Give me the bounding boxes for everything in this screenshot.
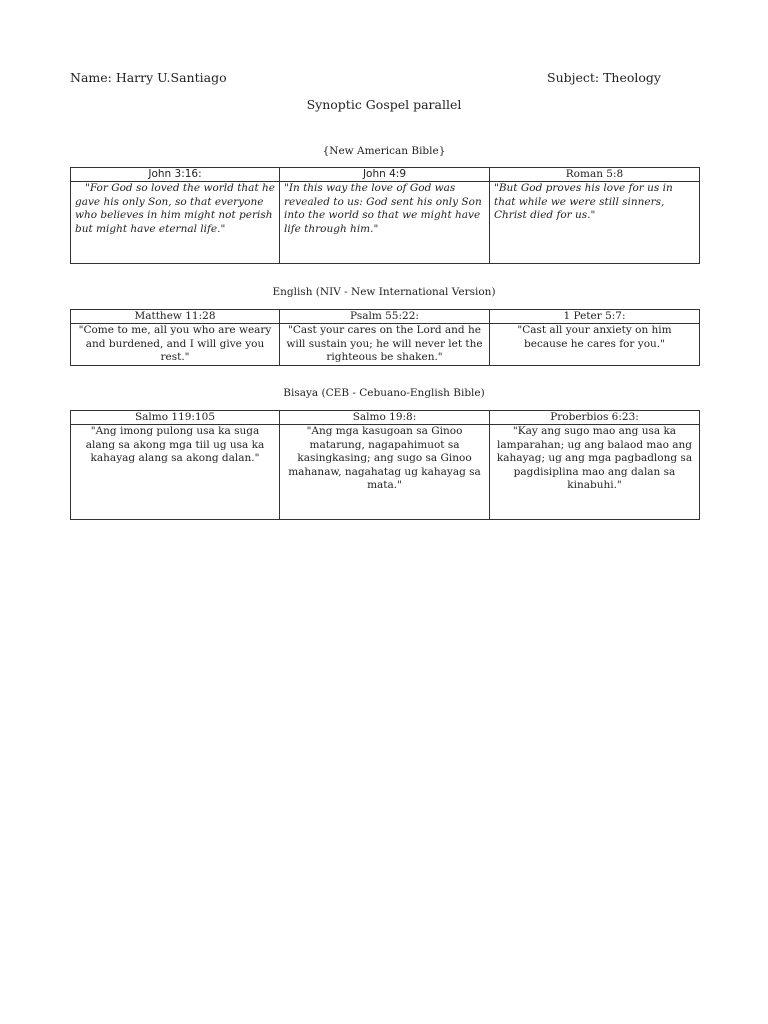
table-row bbox=[71, 182, 700, 264]
verse-table-ceb bbox=[70, 410, 700, 520]
verse-reference: John 3:16: bbox=[71, 168, 280, 182]
verse-text: "Kay ang sugo mao ang usa ka lamparahan; ug ang balaod mao ang kahayag; ug ang mga pagbadlong sa pagdisiplina mao ang dalan sa kinabuhi." bbox=[490, 425, 700, 520]
table-row bbox=[71, 324, 700, 366]
verse-text: "Cast your cares on the Lord and he will sustain you; he will never let the righteous be shaken." bbox=[280, 324, 490, 366]
table-row bbox=[71, 425, 700, 520]
verse-reference: 1 Peter 5:7: bbox=[490, 310, 700, 324]
table-header-row bbox=[71, 168, 700, 182]
table-header-row bbox=[71, 310, 700, 324]
verse-reference: Roman 5:8 bbox=[490, 168, 700, 182]
verse-text: "In this way the love of God was revealed to us: God sent his only Son into the world so that we might have life through him." bbox=[280, 182, 490, 264]
verse-reference: Matthew 11:28 bbox=[71, 310, 280, 324]
verse-reference: John 4:9 bbox=[280, 168, 490, 182]
verse-reference: Psalm 55:22: bbox=[280, 310, 490, 324]
verse-reference: Salmo 119:105 bbox=[71, 411, 280, 425]
subject-label: Subject: Theology bbox=[547, 70, 661, 85]
document-title: Synoptic Gospel parallel bbox=[306, 97, 462, 112]
verse-reference: Salmo 19:8: bbox=[280, 411, 490, 425]
section-heading-ceb: Bisaya (CEB - Cebuano-English Bible) bbox=[283, 387, 485, 399]
verse-text: "Come to me, all you who are weary and burdened, and I will give you rest." bbox=[71, 324, 280, 366]
section-heading-nab: {New American Bible} bbox=[322, 145, 446, 157]
verse-text: "Cast all your anxiety on him because he cares for you." bbox=[490, 324, 700, 366]
verse-reference: Proberbios 6:23: bbox=[490, 411, 700, 425]
verse-text: "Ang imong pulong usa ka suga alang sa akong mga tiil ug usa ka kahayag alang sa akong dalan." bbox=[71, 425, 280, 520]
table-header-row bbox=[71, 411, 700, 425]
verse-text: "For God so loved the world that he gave his only Son, so that everyone who believes in him might not perish but might have eternal life." bbox=[71, 182, 280, 264]
student-name: Name: Harry U.Santiago bbox=[70, 70, 227, 85]
section-heading-niv: English (NIV - New International Version) bbox=[272, 286, 496, 298]
verse-text: "Ang mga kasugoan sa Ginoo matarung, nagapahimuot sa kasingkasing; ang sugo sa Ginoo mahanaw, nagahatag ug kahayag sa mata." bbox=[280, 425, 490, 520]
verse-table-nab bbox=[70, 167, 700, 264]
verse-text: "But God proves his love for us in that while we were still sinners, Christ died for us." bbox=[490, 182, 700, 264]
verse-table-niv bbox=[70, 309, 700, 366]
